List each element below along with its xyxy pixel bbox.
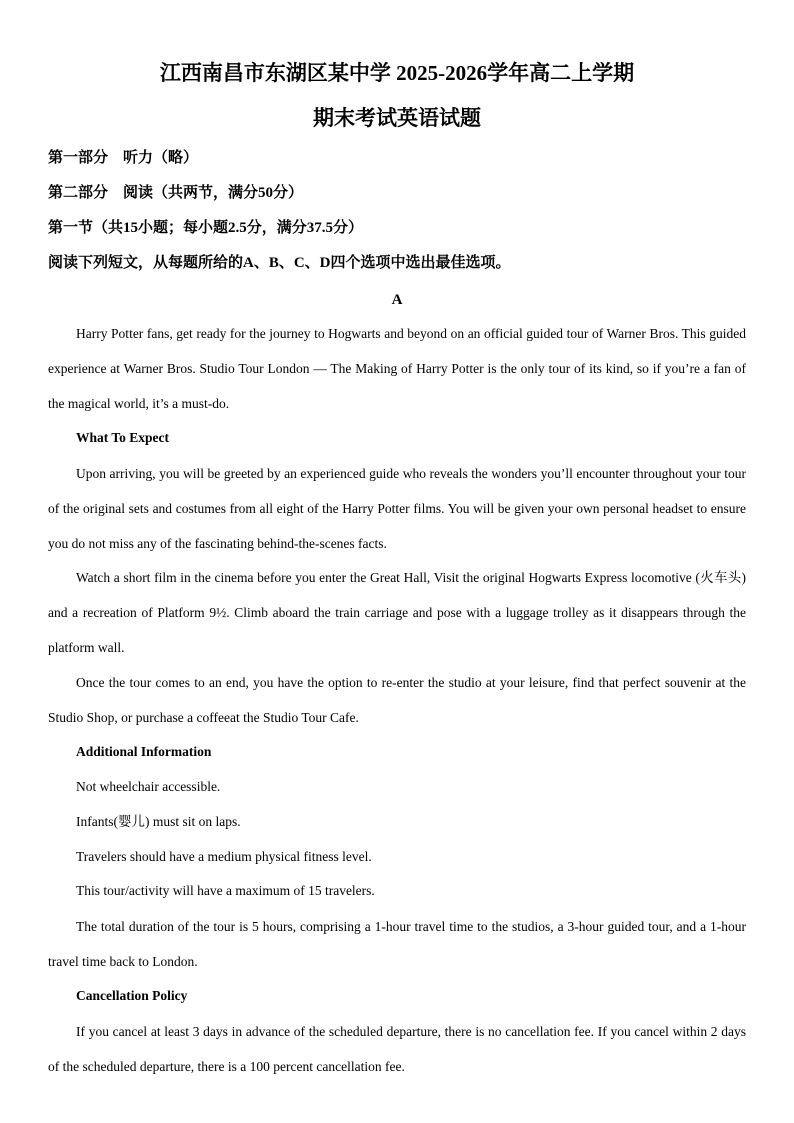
expect-paragraph-1: Upon arriving, you will be greeted by an experienced guide who reveals the wonders you’ll encounter throughout your tour of the original sets and costumes from all eight of the Harry Potter films. You will be given your own personal headset to ensure you do not miss any of the fascinating behind-the-scenes facts. bbox=[48, 466, 746, 551]
info-item-max-travelers: This tour/activity will have a maximum of 15 travelers. bbox=[76, 883, 375, 898]
part1-heading: 第一部分 听力（略） bbox=[48, 150, 199, 166]
what-to-expect-heading: What To Expect bbox=[76, 430, 170, 445]
expect-paragraph-3: Once the tour comes to an end, you have the option to re-enter the studio at your leisure, find that perfect souvenir at the Studio Shop, or purchase a coffeeat the Studio Tour Cafe. bbox=[48, 675, 746, 725]
passage-letter: A bbox=[391, 292, 403, 308]
part2-heading: 第二部分 阅读（共两节，满分50分） bbox=[48, 185, 304, 201]
info-item-infants: Infants(婴儿) must sit on laps. bbox=[76, 814, 241, 829]
info-item-wheelchair: Not wheelchair accessible. bbox=[76, 779, 221, 794]
additional-info-heading: Additional Information bbox=[76, 744, 212, 759]
cancellation-heading: Cancellation Policy bbox=[76, 988, 188, 1003]
exam-title-line1: 江西南昌市东湖区某中学 2025-2026学年高二上学期 bbox=[159, 61, 635, 85]
expect-paragraph-2: Watch a short film in the cinema before you enter the Great Hall, Visit the original Hogwarts Express locomotive (火车头) and a recreation of Platform 9½. Climb aboard the train carriage and pose with a luggage trolley as it disappears through the platform wall. bbox=[48, 570, 746, 655]
section1-heading: 第一节（共15小题；每小题2.5分，满分37.5分） bbox=[48, 220, 364, 236]
exam-title-line2: 期末考试英语试题 bbox=[313, 106, 481, 130]
passage-intro: Harry Potter fans, get ready for the journey to Hogwarts and beyond on an official guided tour of Warner Bros. This guided experience at Warner Bros. Studio Tour London — The Making of Harry Potter is the only tour of its kind, so if you’re a fan of the magical world, it’s a must-do. bbox=[48, 326, 746, 411]
reading-instruction: 阅读下列短文，从每题所给的A、B、C、D四个选项中选出最佳选项。 bbox=[48, 255, 511, 271]
tour-duration-paragraph: The total duration of the tour is 5 hours, comprising a 1-hour travel time to the studios, a 3-hour guided tour, and a 1-hour travel time back to London. bbox=[48, 919, 746, 969]
cancellation-paragraph: If you cancel at least 3 days in advance of the scheduled departure, there is no cancellation fee. If you cancel within 2 days of the scheduled departure, there is a 100 percent cancellation fee. bbox=[48, 1024, 746, 1074]
info-item-fitness: Travelers should have a medium physical fitness level. bbox=[76, 849, 372, 864]
